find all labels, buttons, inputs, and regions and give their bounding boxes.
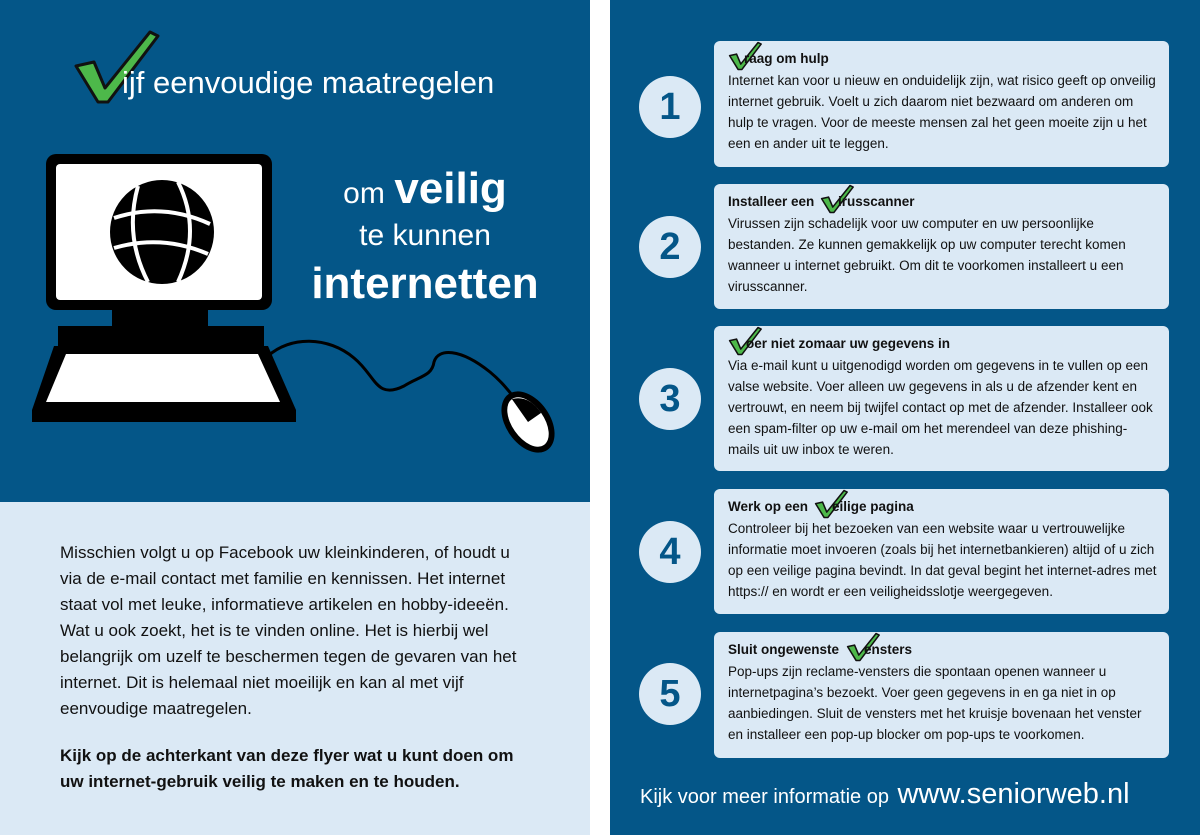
step-2-box (714, 184, 1169, 309)
step-3-title: oer niet zomaar uw gegevens in (728, 334, 1157, 354)
step-4-box (714, 489, 1169, 614)
footer-label: Kijk voor meer informatie op (640, 786, 889, 808)
step-3-number: 3 (639, 368, 701, 430)
step-2-number: 2 (639, 216, 701, 278)
step-4-text: Controleer bij het bezoeken van een website waar u vertrouwelijke informatie moet invoeren (zoals bij het internetbankieren) altijd of u zich op een veilige pagina bevindt. In dat geval begint het internet-adres met https:// en wordt er een veiligheidsslotje weergegeven. (728, 521, 1157, 599)
globe-icon (110, 180, 214, 284)
step-2-text: Virussen zijn schadelijk voor uw computer en uw persoonlijke bestanden. Ze kunnen gemakkelijk op uw computer terecht komen wanneer u internet gebruikt. Om dit te voorkomen installeert u een virusscanner. (728, 216, 1126, 294)
step-2-title: Installeer een irusscanner (728, 192, 1157, 212)
headline-text: ijf eenvoudige maatregelen (122, 65, 495, 100)
step-1-box (714, 41, 1169, 167)
step-1-number: 1 (639, 76, 701, 138)
step-4-title: Werk op een eilige pagina (728, 497, 1157, 517)
website-link[interactable]: www.seniorweb.nl (897, 778, 1130, 810)
computer-base-icon (32, 310, 296, 422)
mouse-cable-icon (268, 341, 516, 400)
step-4-number: 4 (639, 521, 701, 583)
slogan-om: om (343, 177, 385, 210)
step-5-title: Sluit ongewenste ensters (728, 640, 1157, 660)
step-3-box (714, 326, 1169, 471)
footer (640, 778, 1130, 811)
step-5-text: Pop-ups zijn reclame-vensters die spontaan openen wanneer u internetpagina’s bezoekt. Voer geen gegevens in en ga niet in op aanbiedingen. Sluit de vensters met het kruisje bovenaan het venster en installeer een pop-up blocker om pop-ups te voorkomen. (728, 664, 1142, 742)
step-3-text: Via e-mail kunt u uitgenodigd worden om gegevens in te vullen op een valse website. Voer alleen uw gegevens in als u de afzender kent en vertrouwt, en neem bij twijfel contact op met de afzender. Installeer ook een spam-filter op uw e-mail om het merendeel van deze phishing-mails uit uw inbox te weren. (728, 358, 1153, 457)
call-to-action: Kijk op de achterkant van deze flyer wat u kunt doen om uw internet-gebruik veilig te maken en te houden. (60, 746, 514, 791)
intro-text: Misschien volgt u op Facebook uw kleinkinderen, of houdt u via de e-mail contact met familie en kennissen. Het internet staat vol met leuke, informatieve artikelen en hobby-ideeën. Wat u ook zoekt, het is te vinden online. Het is hierbij wel belangrijk om uzelf te beschermen tegen de gevaren van het internet. Dit is helemaal niet moeilijk en kan al met vijf eenvoudige maatregelen. (60, 543, 517, 718)
slogan-internetten: internetten (311, 259, 539, 308)
step-5-number: 5 (639, 663, 701, 725)
mouse-icon (490, 382, 565, 460)
step-1-text: Internet kan voor u nieuw en onduidelijk zijn, wat risico geeft op onveilig internet gebruik. Voelt u zich daarom niet bezwaard om anderen om hulp te vragen. Voor de meeste mensen zal het geen moeite zijn u het een en ander uit te leggen. (728, 73, 1156, 151)
slogan-te-kunnen: te kunnen (359, 219, 491, 252)
step-5-box (714, 632, 1169, 758)
slogan-veilig: veilig (394, 164, 507, 213)
computer-illustration (28, 150, 568, 460)
step-1-title: raag om hulp (728, 49, 1157, 69)
